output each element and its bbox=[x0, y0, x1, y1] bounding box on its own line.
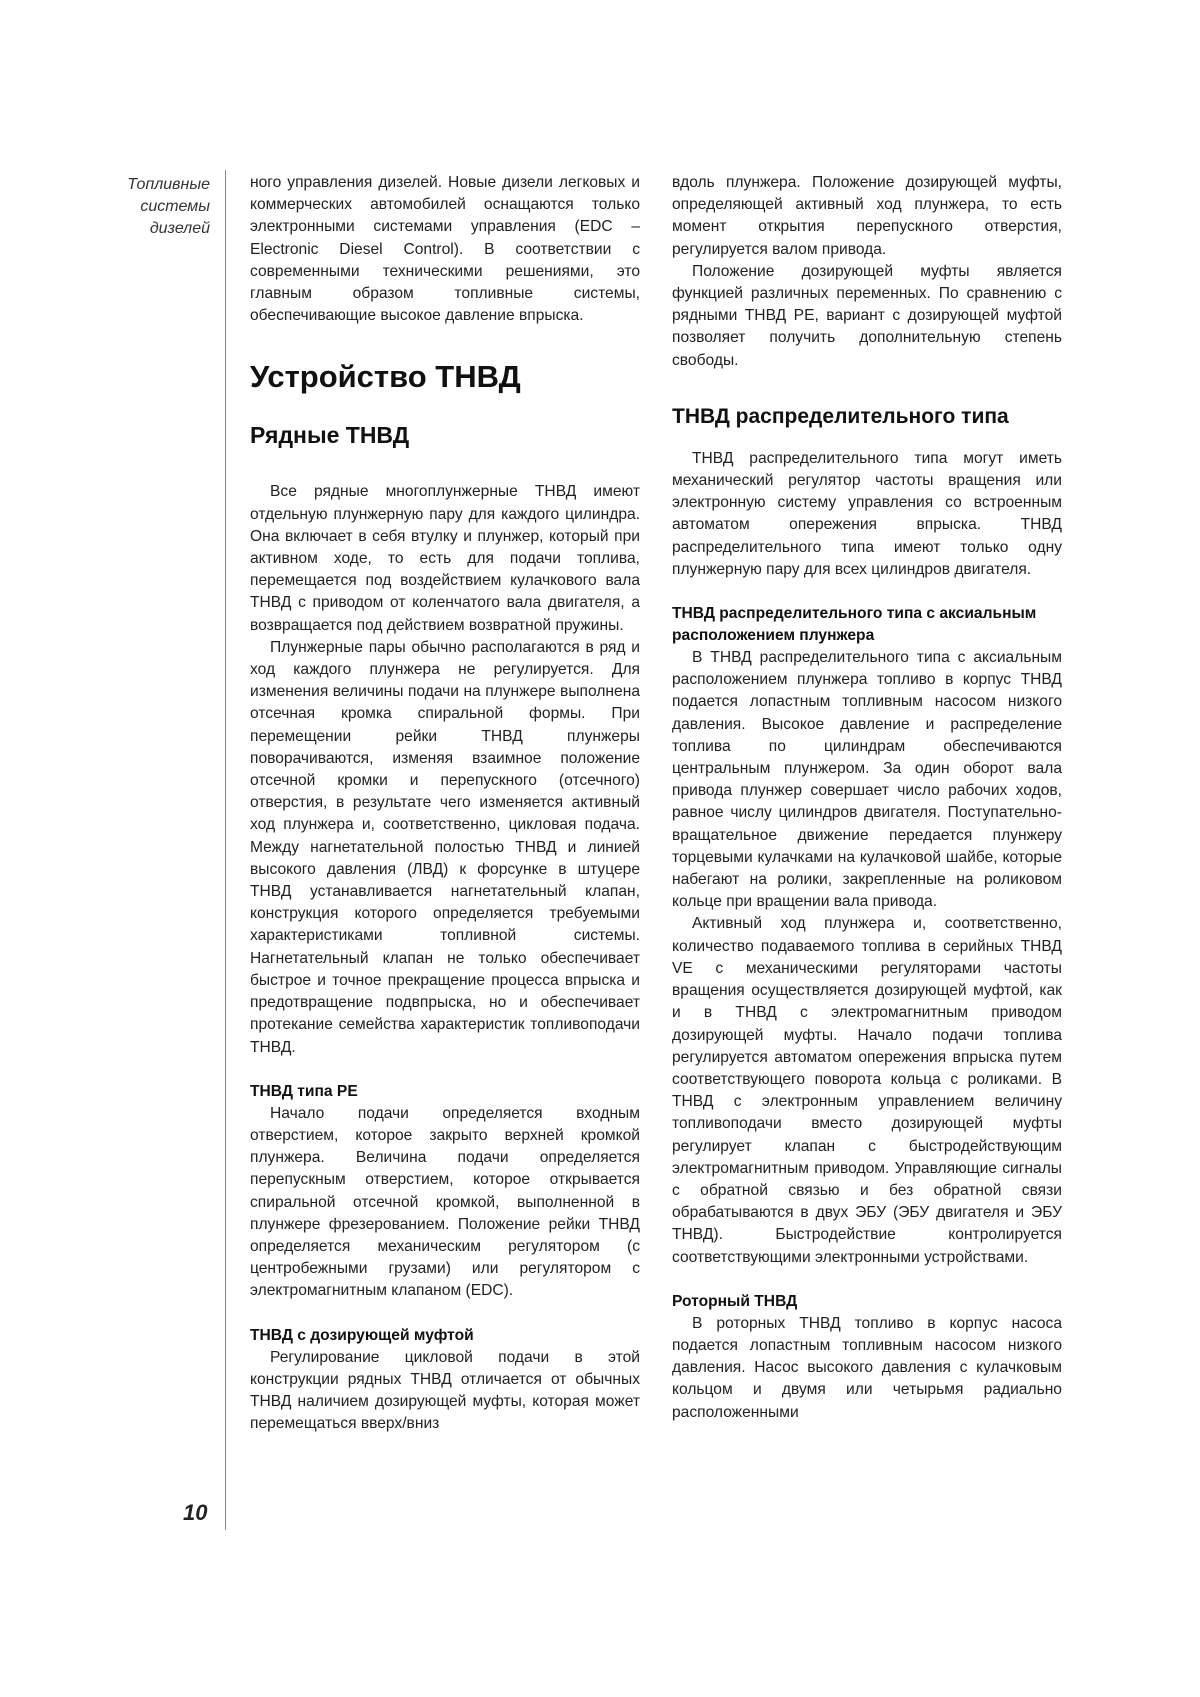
paragraph: Регулирование цикловой подачи в этой конструкции рядных ТНВД отличается от обычных ТНВД наличием дозирующей муфты, которая может перемещаться вверх/вниз bbox=[250, 1348, 640, 1433]
margin-divider bbox=[225, 170, 226, 1530]
section-heading: Устройство ТНВД bbox=[250, 359, 521, 395]
page-number: 10 bbox=[183, 1500, 208, 1525]
paragraph: Активный ход плунжера и, соответственно, количество подаваемого топлива в серийных ТНВД VE с механическими регуляторами частоты вращения осуществляется дозирующей муфтой, как и в ТНВД с электромагнитным приводом дозирующей муфты. Начало подачи топлива регулируется автоматом опережения впрыска путем соответствующего поворота кольца с роликами. В ТНВД с электронным управлением величину топливоподачи вместо дозирующей муфты регулирует клапан с быстродействующим электромагнитным приводом. Управляющие сигналы с обратной связью и без обратной связи обрабатываются в двух ЭБУ (ЭБУ двигателя и ЭБУ ТНВД). Быстродействие контролируется соответствующими электронными устройствами. bbox=[672, 915, 1062, 1266]
left-column bbox=[250, 172, 640, 1435]
paragraph: Все рядные многоплунжерные ТНВД имеют отдельную плунжерную пару для каждого цилиндра. Она включает в себя втулку и плунжер, который при активном ходе, то есть для подачи топлива, перемещается под воздействием кулачкового вала ТНВД с приводом от коленчатого вала двигателя, а возвращается под действием возвратной пружины. bbox=[250, 483, 640, 634]
paragraph: ТНВД распределительного типа могут иметь механический регулятор частоты вращения или электронную систему управления со встроенным автоматом опережения впрыска. ТНВД распределительного типа имеют только одну плунжерную пару для всех цилиндров двигателя. bbox=[672, 449, 1062, 578]
paragraph: Положение дозирующей муфты является функцией различных переменных. По сравнению с рядными ТНВД PE, вариант с дозирующей муфтой позволяет получить дополнительную степень свободы. bbox=[672, 262, 1062, 369]
margin-note-line: Топливные bbox=[127, 176, 210, 193]
paragraph: ного управления дизелей. Новые дизели легковых и коммерческих автомобилей оснащаются только электронными системами управления (EDC – Electronic Diesel Control). В соответствии с современными техническими решениями, это главным образом топливные системы, обеспечивающие высокое давление впрыска. bbox=[250, 174, 640, 325]
subheading: ТНВД с дозирующей муфтой bbox=[250, 1326, 474, 1344]
paragraph: В ТНВД распределительного типа с аксиальным расположением плунжера топливо в корпус ТНВД подается лопастным топливным насосом низкого давления. Высокое давление и распределение топлива по цилиндрам обеспечиваются центральным плунжером. За один оборот вала привода плунжер совершает число рабочих ходов, равное числу цилиндров двигателя. Поступательно-вращательное движение передается плунжеру торцевыми кулачками на кулачковой шайбе, которые набегают на ролики, закрепленные на роликовом кольце при вращении вала привода. bbox=[672, 649, 1062, 911]
paragraph: В роторных ТНВД топливо в корпус насоса подается лопастным топливным насосом низкого давления. Насос высокого давления с кулачковым кольцом и двумя или четырьмя радиально расположенными bbox=[672, 1314, 1062, 1421]
subheading: ТНВД распределительного типа с аксиальным расположением плунжера bbox=[672, 605, 1037, 645]
right-column bbox=[672, 172, 1062, 1424]
margin-note-line: дизелей bbox=[149, 220, 210, 237]
subsection-heading: ТНВД распределительного типа bbox=[672, 404, 1009, 428]
subheading: Роторный ТНВД bbox=[672, 1292, 798, 1310]
subheading: ТНВД типа PE bbox=[250, 1082, 358, 1100]
paragraph: Плунжерные пары обычно располагаются в ряд и ход каждого плунжера не регулируется. Для изменения величины подачи на плунжере выполнена отсечная кромка спиральной формы. При перемещении рейки ТНВД плунжеры поворачиваются, изменяя взаимное положение отсечной кромки и перепускного (отсечного) отверстия, в результате чего изменяется активный ход плунжера и, соответственно, цикловая подача. Между нагнетательной полостью ТНВД и линией высокого давления (ЛВД) к форсунке в штуцере ТНВД устанавливается нагнетательный клапан, конструкция которого определяется требуемыми характеристиками топливной системы. Нагнетательный клапан не только обеспечивает быстрое и точное прекращение процесса впрыска и предотвращение подвпрыска, но и обеспечивает протекание семейства характеристик топливоподачи ТНВД. bbox=[250, 638, 640, 1056]
paragraph: вдоль плунжера. Положение дозирующей муфты, определяющей активный ход плунжера, то есть момент открытия перепускного отверстия, регулируется валом привода. bbox=[672, 174, 1062, 258]
margin-note-line: системы bbox=[140, 198, 210, 215]
subsection-heading: Рядные ТНВД bbox=[250, 422, 410, 449]
margin-section-note bbox=[100, 174, 210, 240]
paragraph: Начало подачи определяется входным отверстием, которое закрыто верхней кромкой плунжера. Величина подачи определяется перепускным отверстием, которое открывается спиральной отсечной кромкой, выполненной в плунжере фрезерованием. Положение рейки ТНВД определяется механическим регулятором (с центробежными грузами) или регулятором с электромагнитным клапаном (EDC). bbox=[250, 1104, 640, 1300]
